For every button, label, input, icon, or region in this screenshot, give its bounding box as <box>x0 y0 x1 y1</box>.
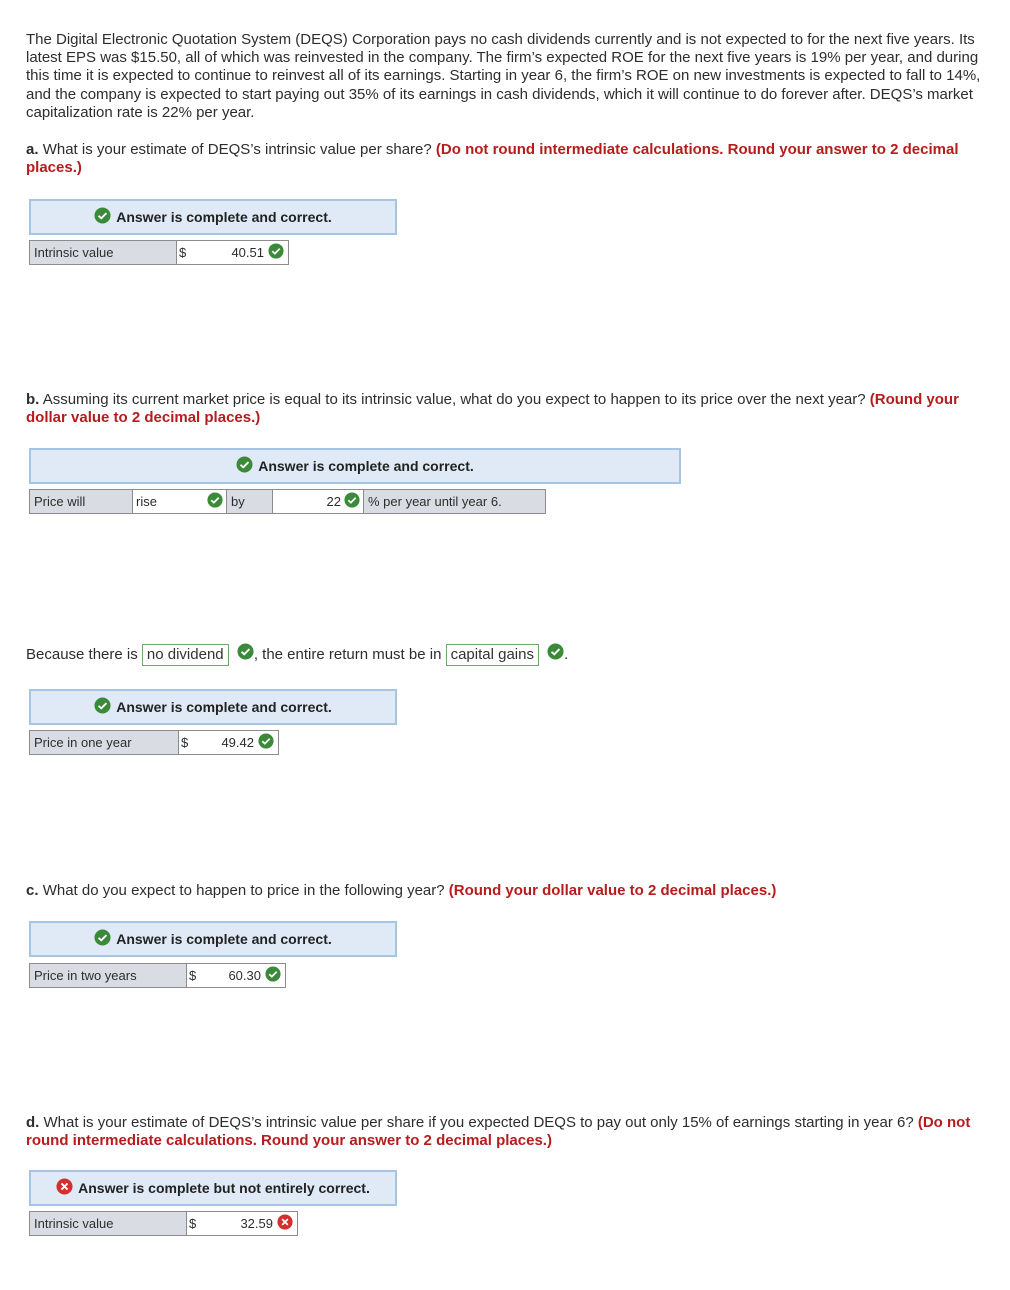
question-b <box>26 391 991 427</box>
question-c-letter: c. <box>26 882 39 899</box>
banner-text: Answer is complete and correct. <box>258 458 474 474</box>
intrinsic-value-field[interactable] <box>187 1211 298 1236</box>
check-circle-icon <box>94 207 111 227</box>
intrinsic-value-input[interactable]: 32.59 <box>240 1216 273 1231</box>
sentence-start: Because there is <box>26 645 138 663</box>
answer-d-row <box>29 1211 298 1236</box>
by-label: by <box>227 489 273 514</box>
x-circle-icon <box>56 1178 73 1198</box>
answer-c-banner <box>29 921 397 957</box>
rate-suffix-label: % per year until year 6. <box>364 489 546 514</box>
question-b-text: Assuming its current market price is equal to its intrinsic value, what do you expect to happen to its price over the next year? <box>42 391 866 408</box>
answer-b-banner <box>29 448 681 484</box>
banner-text: Answer is complete and correct. <box>116 209 332 225</box>
intrinsic-value-input[interactable]: 40.51 <box>231 245 264 260</box>
price-one-year-input[interactable]: 49.42 <box>221 735 254 750</box>
check-circle-icon <box>268 243 284 262</box>
sentence-mid: , the entire return must be in <box>253 645 442 663</box>
sentence-end: . <box>564 645 569 663</box>
direction-select[interactable] <box>133 489 227 514</box>
rate-input[interactable]: 22 <box>326 494 341 509</box>
dollar-sign: $ <box>181 735 189 750</box>
answer-b2-banner <box>29 689 397 725</box>
dollar-sign: $ <box>189 968 197 983</box>
direction-value[interactable]: rise <box>136 494 157 509</box>
question-d-letter: d. <box>26 1114 40 1131</box>
check-circle-icon <box>207 492 223 511</box>
price-two-years-field[interactable] <box>187 963 286 988</box>
answer-c-row <box>29 963 286 988</box>
question-c-text: What do you expect to happen to price in the following year? <box>42 882 445 899</box>
answer-b2-row <box>29 730 279 755</box>
price-one-year-label: Price in one year <box>29 730 179 755</box>
question-a-note: (Do not round intermediate calculations. Round your answer to 2 decimal places.) <box>26 141 959 177</box>
banner-text: Answer is complete and correct. <box>116 699 332 715</box>
question-b-letter: b. <box>26 391 40 408</box>
question-d <box>26 1114 986 1150</box>
answer-a-row <box>29 240 289 265</box>
return-type-dropdown[interactable]: capital gains <box>446 644 539 666</box>
price-two-years-label: Price in two years <box>29 963 187 988</box>
dollar-sign: $ <box>189 1216 197 1231</box>
question-a-text: What is your estimate of DEQS’s intrinsic value per share? <box>42 141 432 158</box>
answer-a-banner <box>29 199 397 235</box>
intrinsic-value-label: Intrinsic value <box>29 240 177 265</box>
check-circle-icon <box>258 733 274 752</box>
check-circle-icon <box>94 929 111 949</box>
price-two-years-input[interactable]: 60.30 <box>228 968 261 983</box>
question-a <box>26 141 986 177</box>
check-circle-icon <box>547 643 564 667</box>
check-circle-icon <box>94 697 111 717</box>
check-circle-icon <box>236 456 253 476</box>
banner-text: Answer is complete but not entirely correct. <box>78 1180 370 1196</box>
dividend-sentence <box>26 643 568 667</box>
question-b-note: (Round your dollar value to 2 decimal places.) <box>26 391 959 427</box>
dollar-sign: $ <box>179 245 187 260</box>
intrinsic-value-label: Intrinsic value <box>29 1211 187 1236</box>
answer-b-row <box>29 489 546 514</box>
question-d-text: What is your estimate of DEQS’s intrinsic value per share if you expected DEQS to pay out only 15% of earnings starting in year 6? <box>43 1114 914 1131</box>
rate-field[interactable] <box>273 489 364 514</box>
banner-text: Answer is complete and correct. <box>116 931 332 947</box>
dividend-dropdown[interactable]: no dividend <box>142 644 229 666</box>
question-a-letter: a. <box>26 141 39 158</box>
check-circle-icon <box>237 643 254 667</box>
answer-d-banner <box>29 1170 397 1206</box>
check-circle-icon <box>265 966 281 985</box>
question-d-note: (Do not round intermediate calculations. Round your answer to 2 decimal places.) <box>26 1114 971 1150</box>
question-c-note: (Round your dollar value to 2 decimal places.) <box>448 882 777 899</box>
problem-intro: The Digital Electronic Quotation System (DEQS) Corporation pays no cash dividends currently and is not expected to for the next five years. Its latest EPS was $15.50, all of which was reinvested in the company. The firm’s expected ROE for the next five years is 19% per year, and during this time it is expected to continue to reinvest all of its earnings. Starting in year 6, the firm’s ROE on new investments is expected to fall to 14%, and the company is expected to start paying out 35% of its earnings in cash dividends, which it will continue to do forever after. DEQS’s market capitalization rate is 22% per year. <box>26 31 981 121</box>
check-circle-icon <box>344 492 360 511</box>
x-circle-icon <box>277 1214 293 1233</box>
intrinsic-value-field[interactable] <box>177 240 289 265</box>
price-one-year-field[interactable] <box>179 730 279 755</box>
price-will-label: Price will <box>29 489 133 514</box>
question-c <box>26 882 986 900</box>
